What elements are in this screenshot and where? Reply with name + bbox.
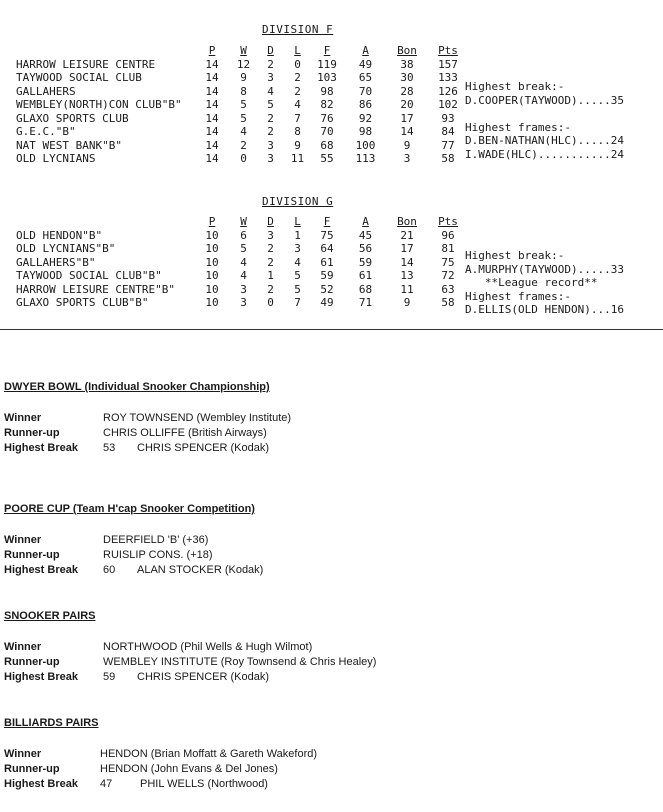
column-header-p: P	[208, 215, 216, 228]
stat-cell: 8	[294, 125, 301, 138]
stat-cell: 11	[400, 282, 414, 296]
stat-cell: 72	[441, 269, 455, 282]
table-row	[16, 125, 470, 139]
winner-value: ROY TOWNSEND (Wembley Institute)	[103, 412, 292, 424]
column-header-w: W	[240, 44, 247, 57]
table-row	[16, 242, 470, 256]
note-line: Highest break:-	[465, 80, 565, 93]
stat-cell: 86	[358, 98, 373, 111]
winner-label: Winner	[4, 534, 42, 546]
team-name: GALLAHERS	[16, 84, 76, 98]
column-header-f: F	[323, 215, 331, 228]
division-f-title: DIVISION F	[262, 23, 334, 36]
stat-cell: 10	[205, 242, 219, 255]
stat-cell: 14	[205, 138, 219, 152]
runner-up-label: Runner-up	[4, 656, 60, 668]
runner-up-value: CHRIS OLLIFFE (British Airways)	[103, 427, 267, 439]
note-line	[465, 107, 624, 121]
division-g-table	[16, 215, 470, 310]
stat-cell: 3	[267, 152, 274, 165]
stat-cell: 113	[355, 152, 376, 165]
stat-cell: 9	[403, 138, 411, 152]
column-header-f: F	[323, 44, 331, 57]
stat-cell: 2	[267, 242, 274, 255]
column-header-p: P	[208, 44, 216, 57]
column-header-l: L	[294, 44, 301, 57]
team-name: TAYWOOD SOCIAL CLUB	[16, 71, 142, 84]
division-g-title: DIVISION G	[262, 195, 334, 208]
team-name: OLD HENDON"B"	[16, 228, 103, 242]
winner-label: Winner	[4, 748, 42, 760]
stat-cell: 5	[294, 282, 301, 296]
stat-cell: 14	[205, 111, 219, 125]
column-header-l: L	[294, 215, 301, 228]
stat-cell: 7	[294, 111, 301, 125]
stat-cell: 5	[240, 98, 247, 111]
table-row	[16, 152, 470, 166]
stat-cell: 9	[294, 138, 301, 152]
table-row	[16, 58, 470, 72]
stat-cell: 1	[267, 269, 274, 282]
note-line: D.COOPER(TAYWOOD).....35	[465, 93, 624, 107]
stat-cell: 3	[240, 296, 247, 309]
stat-cell: 11	[290, 152, 305, 165]
team-name: OLD LYCNIANS"B"	[16, 242, 116, 255]
note-line: I.WADE(HLC)...........24	[465, 147, 624, 161]
stat-cell: 68	[320, 138, 334, 152]
stat-cell: 12	[236, 57, 251, 71]
table-row	[16, 112, 470, 126]
column-header-bon: Bon	[397, 44, 417, 57]
stat-cell: 10	[205, 269, 219, 282]
note-line: A.MURPHY(TAYWOOD).....33	[465, 262, 624, 276]
table-row	[16, 256, 470, 270]
team-column-header	[16, 44, 194, 58]
stat-cell: 17	[400, 242, 414, 255]
table-row	[16, 283, 470, 297]
stat-cell: 84	[441, 125, 455, 138]
stat-cell: 4	[294, 98, 301, 111]
note-line: Highest frames:-	[465, 289, 571, 303]
stat-cell: 5	[294, 269, 301, 282]
stat-cell: 17	[400, 111, 414, 125]
winner-label: Winner	[4, 641, 42, 653]
stat-cell: 14	[205, 57, 219, 71]
stat-cell: 56	[358, 242, 373, 255]
competition-title: SNOOKER PAIRS	[4, 610, 96, 622]
team-name: GALLAHERS"B"	[16, 255, 96, 269]
stat-cell: 14	[205, 125, 219, 138]
stat-cell: 59	[320, 269, 334, 282]
stat-cell: 82	[320, 98, 334, 111]
division-f-table	[16, 44, 470, 166]
table-row	[16, 71, 470, 85]
stat-cell: 59	[358, 255, 373, 269]
division-f-notes	[465, 80, 624, 161]
stat-cell: 3	[267, 228, 274, 242]
stat-cell: 61	[320, 255, 334, 269]
stat-cell: 14	[205, 84, 219, 98]
highest-break-label: Highest Break	[4, 442, 78, 454]
runner-up-label: Runner-up	[4, 549, 60, 561]
stat-cell: 10	[205, 282, 219, 296]
note-line: D.ELLIS(OLD HENDON)...16	[465, 303, 624, 316]
highest-break-score: 53	[103, 442, 116, 454]
stat-cell: 2	[267, 282, 274, 296]
winner-value: HENDON (Brian Moffatt & Gareth Wakeford)	[100, 748, 318, 760]
stat-cell: 103	[317, 71, 337, 84]
division-g-notes	[465, 249, 624, 317]
winner-value: NORTHWOOD (Phil Wells & Hugh Wilmot)	[103, 641, 313, 653]
stat-cell: 30	[400, 71, 414, 84]
stat-cell: 126	[438, 84, 458, 98]
competition-title: POORE CUP (Team H'cap Snooker Competition)	[4, 503, 255, 515]
team-name: G.E.C."B"	[16, 125, 76, 138]
team-name: HARROW LEISURE CENTRE	[16, 57, 156, 71]
stat-cell: 6	[240, 228, 247, 242]
stat-cell: 100	[355, 138, 376, 152]
stat-cell: 70	[320, 125, 334, 138]
runner-up-label: Runner-up	[4, 427, 60, 439]
table-row	[16, 269, 470, 283]
stat-cell: 75	[441, 255, 455, 269]
stat-cell: 61	[358, 269, 373, 282]
runner-up-value: HENDON (John Evans & Del Jones)	[100, 763, 278, 775]
stat-cell: 93	[441, 111, 455, 125]
stat-cell: 14	[400, 125, 414, 138]
stat-cell: 14	[205, 71, 219, 84]
stat-cell: 2	[267, 111, 274, 125]
stat-cell: 3	[240, 282, 247, 296]
stat-cell: 3	[267, 138, 274, 152]
stat-cell: 38	[400, 57, 414, 71]
stat-cell: 58	[441, 152, 455, 165]
stat-cell: 20	[400, 98, 414, 111]
stat-cell: 75	[320, 228, 334, 242]
stat-cell: 102	[438, 98, 458, 111]
stat-cell: 14	[205, 98, 219, 111]
stat-cell: 3	[294, 242, 301, 255]
runner-up-value: RUISLIP CONS. (+18)	[103, 549, 213, 561]
stat-cell: 3	[267, 71, 274, 84]
highest-break-score: 59	[103, 671, 116, 683]
stat-cell: 5	[240, 242, 247, 255]
column-header-a: A	[362, 44, 369, 57]
stat-cell: 14	[205, 152, 219, 165]
stat-cell: 2	[294, 71, 301, 84]
stat-cell: 0	[240, 152, 247, 165]
stat-cell: 119	[317, 57, 337, 71]
runner-up-label: Runner-up	[4, 763, 60, 775]
team-name: GLAXO SPORTS CLUB	[16, 111, 129, 125]
stat-cell: 0	[294, 57, 301, 71]
column-header-pts: Pts	[438, 215, 458, 228]
stat-cell: 49	[320, 296, 334, 309]
stat-cell: 63	[441, 282, 455, 296]
table-row	[16, 229, 470, 243]
column-header-a: A	[362, 215, 369, 228]
note-line: Highest break:-	[465, 249, 565, 262]
highest-break-score: 47	[100, 778, 113, 790]
stat-cell: 5	[267, 98, 274, 111]
stat-cell: 4	[294, 255, 301, 269]
highest-break-player: PHIL WELLS (Northwood)	[140, 778, 268, 790]
stat-cell: 96	[441, 228, 455, 242]
stat-cell: 68	[358, 282, 373, 296]
stat-cell: 10	[205, 296, 219, 309]
note-line: Highest frames:-	[465, 120, 571, 134]
stat-cell: 9	[240, 71, 247, 84]
table-row	[16, 139, 470, 153]
stat-cell: 13	[400, 269, 414, 282]
column-header-d: D	[267, 44, 274, 57]
stat-cell: 49	[358, 57, 373, 71]
stat-cell: 52	[320, 282, 334, 296]
team-column-header	[16, 215, 194, 229]
stat-cell: 64	[320, 242, 334, 255]
stat-cell: 2	[267, 125, 274, 138]
team-name: HARROW LEISURE CENTRE"B"	[16, 282, 175, 296]
column-header-bon: Bon	[397, 215, 417, 228]
highest-break-player: ALAN STOCKER (Kodak)	[137, 564, 264, 576]
team-name: WEMBLEY(NORTH)CON CLUB"B"	[16, 98, 182, 111]
team-name: NAT WEST BANK"B"	[16, 138, 122, 152]
stat-cell: 21	[400, 228, 414, 242]
column-header-w: W	[240, 215, 247, 228]
stat-cell: 10	[205, 255, 219, 269]
stat-cell: 4	[240, 269, 247, 282]
note-line: **League record**	[465, 276, 598, 289]
table-row	[16, 296, 470, 310]
highest-break-label: Highest Break	[4, 564, 78, 576]
stat-cell: 9	[403, 296, 411, 309]
stat-cell: 5	[240, 111, 247, 125]
column-header-pts: Pts	[438, 44, 458, 57]
competition-title: DWYER BOWL (Individual Snooker Championship)	[4, 381, 270, 393]
stat-cell: 8	[240, 84, 247, 98]
note-line: D.BEN-NATHAN(HLC).....24	[465, 134, 624, 147]
stat-cell: 2	[267, 57, 274, 71]
stat-cell: 77	[441, 138, 455, 152]
stat-cell: 76	[320, 111, 334, 125]
table-row	[16, 85, 470, 99]
stat-cell: 10	[205, 228, 219, 242]
team-name: OLD LYCNIANS	[16, 152, 96, 165]
highest-break-label: Highest Break	[4, 778, 78, 790]
table-header-row	[16, 44, 470, 58]
highest-break-player: CHRIS SPENCER (Kodak)	[137, 671, 270, 683]
stat-cell: 45	[358, 228, 373, 242]
stat-cell: 2	[240, 138, 247, 152]
highest-break-player: CHRIS SPENCER (Kodak)	[137, 442, 270, 454]
stat-cell: 2	[267, 255, 274, 269]
stat-cell: 0	[267, 296, 274, 309]
stat-cell: 3	[403, 152, 411, 165]
highest-break-label: Highest Break	[4, 671, 78, 683]
table-row	[16, 98, 470, 112]
competition-title: BILLIARDS PAIRS	[4, 717, 99, 729]
stat-cell: 81	[441, 242, 455, 255]
stat-cell: 55	[320, 152, 334, 165]
winner-value: DEERFIELD 'B' (+36)	[103, 534, 209, 546]
section-divider	[0, 329, 663, 330]
stat-cell: 58	[441, 296, 455, 309]
runner-up-value: WEMBLEY INSTITUTE (Roy Townsend & Chris Healey)	[103, 656, 377, 668]
stat-cell: 70	[358, 84, 373, 98]
stat-cell: 2	[294, 84, 301, 98]
stat-cell: 65	[358, 71, 373, 84]
stat-cell: 92	[358, 111, 373, 125]
team-name: TAYWOOD SOCIAL CLUB"B"	[16, 269, 162, 282]
stat-cell: 4	[240, 125, 247, 138]
stat-cell: 157	[438, 57, 458, 71]
stat-cell: 133	[438, 71, 458, 84]
winner-label: Winner	[4, 412, 42, 424]
stat-cell: 4	[240, 255, 247, 269]
stat-cell: 7	[294, 296, 301, 309]
stat-cell: 71	[358, 296, 373, 309]
team-name: GLAXO SPORTS CLUB"B"	[16, 296, 149, 309]
stat-cell: 1	[294, 228, 301, 242]
stat-cell: 98	[320, 84, 334, 98]
table-header-row	[16, 215, 470, 229]
column-header-d: D	[267, 215, 274, 228]
stat-cell: 28	[400, 84, 414, 98]
highest-break-score: 60	[103, 564, 116, 576]
stat-cell: 14	[400, 255, 414, 269]
stat-cell: 98	[358, 125, 373, 138]
stat-cell: 4	[267, 84, 274, 98]
